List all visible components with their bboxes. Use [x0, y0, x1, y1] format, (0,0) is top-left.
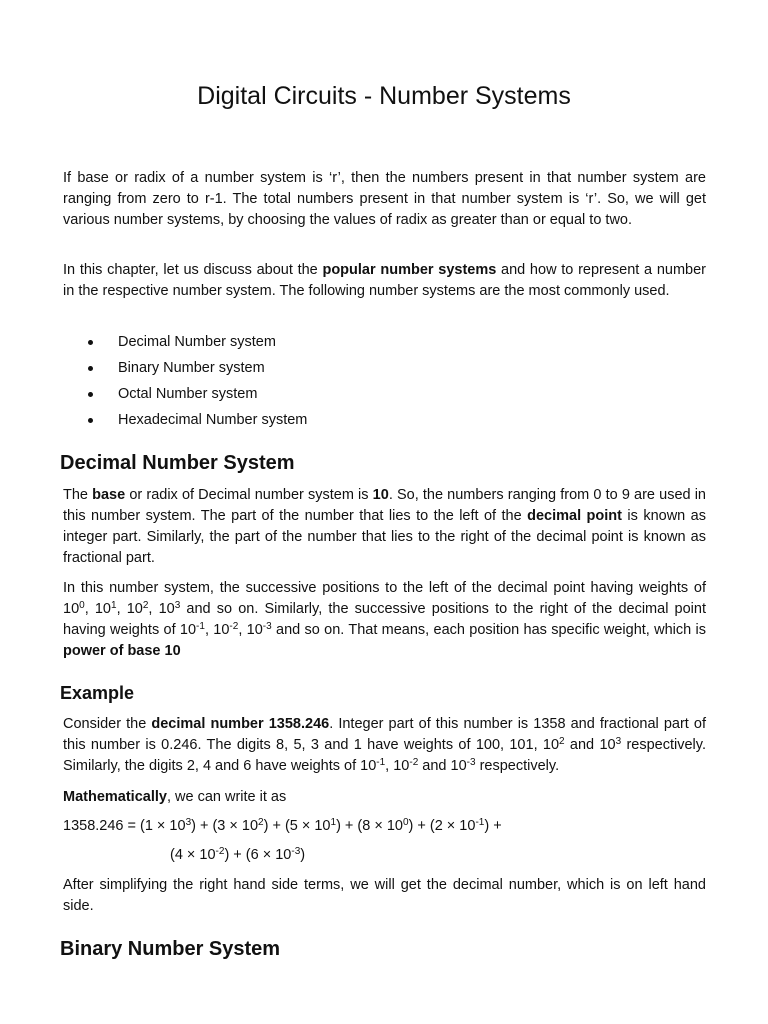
page-title: Digital Circuits - Number Systems	[197, 82, 571, 110]
decimal-paragraph-2: In this number system, the successive positions to the left of the decimal point having weights of $10^0$, $10^1$, $10^2$, $10^3$ and so on. Similarly, the successive positions to the right of the decimal point having weights of $10^{-1}$, $10^{-2}$, $10^{-3}$ and so on. That means, each position has specific weight, which is power of base 10	[63, 580, 706, 659]
equation-line-1: $1358.246 = (1 \times 10^3) + (3 \times 10^2) + (5 \times 10^1) + (8 \times 10^0) + (2 \times 10^{-1})$ +	[63, 817, 502, 834]
decimal-heading: Decimal Number System	[60, 452, 295, 474]
bullet-icon	[88, 340, 93, 345]
list-item: Decimal Number system	[63, 331, 663, 357]
bullet-icon	[88, 366, 93, 371]
example-paragraph-1: Consider the decimal number 1358.246. Integer part of this number is 1358 and fractional part of this number is 0.246. The digits 8, 5, 3 and 1 have weights of 100, 101, $10^2$ and $10^3$ respectively. Similarly, the digits 2, 4 and 6 have weights of $10^{-1}$, $10^{-2}$ and $10^{-3}$ respectively.	[63, 716, 706, 774]
example-heading: Example	[60, 683, 135, 703]
example-paragraph-3: After simplifying the right hand side terms, we will get the decimal number, which is on left hand side.	[63, 877, 706, 914]
equation-line-2: $(4 \times 10^{-2}) + (6 \times 10^{-3})$	[170, 846, 306, 863]
example-paragraph-2: Mathematically, we can write it as	[63, 789, 287, 805]
list-item: Binary Number system	[63, 357, 663, 383]
list-item: Octal Number system	[63, 383, 663, 409]
intro-paragraph-1: If base or radix of a number system is ‘r’, then the numbers present in that number system are ranging from zero to r-1. The total numbers present in that number system is ‘r’. So, we will get various number systems, by choosing the values of radix as greater than or equal to two.	[63, 170, 706, 228]
intro-paragraph-2: In this chapter, let us discuss about the popular number systems and how to represent a number in the respective number system. The following number systems are the most commonly used.	[63, 262, 707, 299]
binary-heading: Binary Number System	[60, 938, 281, 960]
bullet-icon	[88, 418, 93, 423]
number-systems-list	[63, 331, 663, 435]
bullet-icon	[88, 392, 93, 397]
list-item: Hexadecimal Number system	[63, 409, 663, 435]
decimal-paragraph-1: The base or radix of Decimal number system is 10. So, the numbers ranging from 0 to 9 are used in this number system. The part of the number that lies to the left of the decimal point is known as integer part. Similarly, the part of the number that lies to the right of the decimal point is known as fractional part.	[63, 487, 706, 566]
